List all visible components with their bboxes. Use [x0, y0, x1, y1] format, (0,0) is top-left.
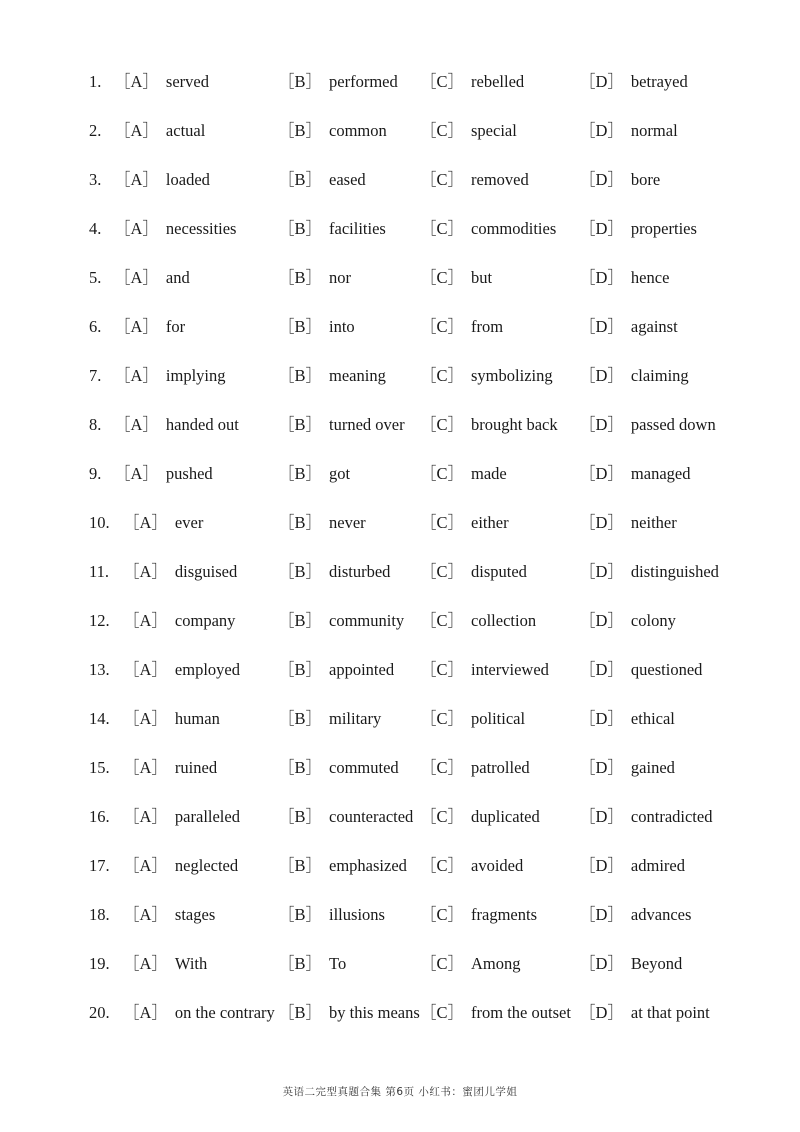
option-letter: ［B］	[278, 807, 323, 826]
option-a	[123, 606, 235, 636]
option-d	[579, 410, 716, 440]
question-number: 9.	[89, 464, 102, 483]
option-text: ethical	[630, 709, 675, 728]
question-number: 12.	[89, 611, 110, 630]
option-letter: ［C］	[420, 121, 465, 140]
question-row	[0, 704, 800, 734]
option-d	[579, 753, 675, 783]
option-a	[114, 67, 209, 97]
option-text: turned over	[329, 415, 405, 434]
option-c	[420, 361, 553, 391]
option-text: commuted	[329, 758, 399, 777]
option-c	[420, 165, 529, 195]
option-letter: ［C］	[420, 170, 465, 189]
question-row	[0, 900, 800, 930]
option-d	[579, 606, 676, 636]
option-letter: ［A］	[123, 758, 168, 777]
option-text: duplicated	[471, 807, 540, 826]
option-letter: ［D］	[579, 1003, 624, 1022]
option-letter: ［C］	[420, 415, 465, 434]
question-row	[0, 508, 800, 538]
option-d	[579, 508, 677, 538]
option-text: neglected	[174, 856, 239, 875]
option-text: With	[174, 954, 208, 973]
question-row	[0, 606, 800, 636]
question-row	[0, 459, 800, 489]
option-b	[278, 851, 407, 881]
option-c	[420, 998, 571, 1028]
option-text: loaded	[165, 170, 210, 189]
option-letter: ［D］	[579, 709, 624, 728]
option-text: rebelled	[471, 72, 525, 91]
option-c	[420, 851, 523, 881]
question-row	[0, 655, 800, 685]
option-d	[579, 67, 688, 97]
option-d	[579, 949, 682, 979]
option-text: stages	[174, 905, 216, 924]
option-letter: ［A］	[114, 317, 159, 336]
option-d	[579, 263, 669, 293]
option-letter: ［D］	[579, 562, 624, 581]
option-letter: ［C］	[420, 954, 465, 973]
option-letter: ［A］	[123, 954, 168, 973]
option-letter: ［B］	[278, 660, 323, 679]
option-letter: ［D］	[579, 170, 624, 189]
option-text: disguised	[174, 562, 238, 581]
option-text: managed	[630, 464, 691, 483]
option-text: at that point	[630, 1003, 710, 1022]
option-c	[420, 704, 525, 734]
option-c	[420, 753, 530, 783]
option-b	[278, 410, 405, 440]
option-text: performed	[329, 72, 398, 91]
question-row	[0, 557, 800, 587]
option-letter: ［D］	[579, 464, 624, 483]
question-number: 11.	[89, 562, 110, 581]
option-c	[420, 949, 521, 979]
option-text: paralleled	[174, 807, 240, 826]
option-a	[114, 459, 213, 489]
option-c	[420, 606, 536, 636]
question-number: 10.	[89, 513, 110, 532]
option-text: appointed	[329, 660, 395, 679]
option-d	[579, 851, 685, 881]
question-row	[0, 361, 800, 391]
option-letter: ［C］	[420, 317, 465, 336]
option-a	[123, 802, 240, 832]
option-text: common	[329, 121, 387, 140]
option-text: either	[471, 513, 509, 532]
option-letter: ［D］	[579, 611, 624, 630]
page-footer: 英语二完型真题合集 第6页 小红书：蜜团儿学姐	[282, 1086, 518, 1098]
option-text: meaning	[329, 366, 386, 385]
option-b	[278, 67, 398, 97]
option-a	[114, 410, 239, 440]
option-d	[579, 116, 678, 146]
option-letter: ［A］	[123, 709, 168, 728]
option-letter: ［C］	[420, 268, 465, 287]
question-number: 6.	[89, 317, 102, 336]
option-a	[123, 704, 220, 734]
option-letter: ［B］	[278, 121, 323, 140]
option-letter: ［A］	[114, 219, 159, 238]
option-text: removed	[471, 170, 529, 189]
option-letter: ［D］	[579, 660, 624, 679]
option-c	[420, 214, 556, 244]
option-text: never	[329, 513, 366, 532]
option-letter: ［D］	[579, 366, 624, 385]
question-number: 14.	[89, 709, 110, 728]
option-text: gained	[630, 758, 675, 777]
option-text: and	[165, 268, 190, 287]
option-letter: ［B］	[278, 72, 323, 91]
option-c	[420, 655, 549, 685]
option-a	[123, 851, 238, 881]
option-text: community	[329, 611, 405, 630]
option-text: commodities	[471, 219, 557, 238]
option-b	[278, 361, 386, 391]
option-letter: ［D］	[579, 905, 624, 924]
option-text: questioned	[630, 660, 703, 679]
option-a	[123, 557, 237, 587]
option-text: necessities	[165, 219, 237, 238]
option-d	[579, 214, 697, 244]
option-text: from the outset	[471, 1003, 571, 1022]
option-a	[114, 214, 236, 244]
option-text: disputed	[471, 562, 527, 581]
option-b	[278, 459, 350, 489]
question-row	[0, 753, 800, 783]
option-letter: ［B］	[278, 317, 323, 336]
option-text: implying	[165, 366, 226, 385]
question-row	[0, 410, 800, 440]
option-b	[278, 753, 399, 783]
option-text: interviewed	[471, 660, 549, 679]
option-letter: ［B］	[278, 709, 323, 728]
option-c	[420, 508, 509, 538]
option-letter: ［B］	[278, 170, 323, 189]
option-letter: ［C］	[420, 856, 465, 875]
question-number: 13.	[89, 660, 110, 679]
option-letter: ［A］	[123, 856, 168, 875]
option-b	[278, 998, 420, 1028]
option-text: illusions	[329, 905, 385, 924]
option-text: political	[471, 709, 526, 728]
option-letter: ［A］	[114, 415, 159, 434]
option-letter: ［C］	[420, 709, 465, 728]
option-b	[278, 165, 366, 195]
question-row	[0, 312, 800, 342]
question-number: 1.	[89, 72, 102, 91]
option-c	[420, 263, 492, 293]
option-text: made	[471, 464, 507, 483]
option-letter: ［D］	[579, 415, 624, 434]
question-number: 5.	[89, 268, 102, 287]
option-a	[123, 655, 240, 685]
option-text: betrayed	[630, 72, 688, 91]
option-letter: ［A］	[114, 268, 159, 287]
option-b	[278, 312, 355, 342]
option-letter: ［A］	[123, 513, 168, 532]
option-a	[114, 263, 190, 293]
option-letter: ［C］	[420, 219, 465, 238]
option-text: neither	[630, 513, 677, 532]
option-letter: ［B］	[278, 513, 323, 532]
question-row	[0, 802, 800, 832]
option-letter: ［B］	[278, 1003, 323, 1022]
option-letter: ［D］	[579, 219, 624, 238]
option-b	[278, 802, 413, 832]
question-row	[0, 165, 800, 195]
option-letter: ［D］	[579, 807, 624, 826]
option-c	[420, 312, 503, 342]
question-number: 3.	[89, 170, 102, 189]
question-number: 2.	[89, 121, 102, 140]
option-text: from	[471, 317, 504, 336]
option-text: human	[174, 709, 220, 728]
option-text: employed	[174, 660, 240, 679]
option-a	[123, 998, 275, 1028]
option-letter: ［B］	[278, 366, 323, 385]
option-d	[579, 459, 690, 489]
question-row	[0, 116, 800, 146]
option-text: To	[329, 954, 347, 973]
question-number: 17.	[89, 856, 110, 875]
option-text: hence	[630, 268, 670, 287]
option-a	[114, 116, 205, 146]
option-letter: ［B］	[278, 415, 323, 434]
option-d	[579, 655, 702, 685]
option-a	[123, 900, 215, 930]
option-b	[278, 606, 404, 636]
question-row	[0, 949, 800, 979]
option-letter: ［A］	[123, 1003, 168, 1022]
option-letter: ［A］	[114, 366, 159, 385]
option-a	[123, 753, 217, 783]
question-number: 19.	[89, 954, 110, 973]
option-text: actual	[165, 121, 206, 140]
option-letter: ［A］	[123, 905, 168, 924]
option-letter: ［C］	[420, 72, 465, 91]
option-d	[579, 165, 660, 195]
option-c	[420, 900, 537, 930]
option-c	[420, 557, 527, 587]
option-letter: ［A］	[114, 121, 159, 140]
option-text: facilities	[329, 219, 386, 238]
option-text: avoided	[471, 856, 524, 875]
option-letter: ［B］	[278, 954, 323, 973]
option-letter: ［A］	[123, 562, 168, 581]
option-text: nor	[329, 268, 352, 287]
option-text: against	[630, 317, 678, 336]
option-letter: ［C］	[420, 1003, 465, 1022]
option-letter: ［B］	[278, 219, 323, 238]
option-letter: ［C］	[420, 464, 465, 483]
option-text: ever	[174, 513, 204, 532]
option-a	[114, 312, 185, 342]
option-text: Among	[471, 954, 521, 973]
option-d	[579, 312, 678, 342]
question-row	[0, 851, 800, 881]
option-letter: ［B］	[278, 856, 323, 875]
option-d	[579, 900, 691, 930]
question-row	[0, 998, 800, 1028]
option-b	[278, 704, 381, 734]
option-text: got	[329, 464, 351, 483]
option-text: into	[329, 317, 355, 336]
option-text: special	[471, 121, 517, 140]
option-text: eased	[329, 170, 366, 189]
option-c	[420, 802, 540, 832]
option-a	[114, 361, 226, 391]
option-d	[579, 704, 675, 734]
option-text: fragments	[471, 905, 537, 924]
option-d	[579, 802, 712, 832]
option-b	[278, 655, 394, 685]
question-number: 16.	[89, 807, 110, 826]
option-letter: ［D］	[579, 317, 624, 336]
option-c	[420, 67, 524, 97]
option-letter: ［C］	[420, 660, 465, 679]
option-letter: ［A］	[123, 611, 168, 630]
option-letter: ［D］	[579, 513, 624, 532]
question-row	[0, 214, 800, 244]
option-letter: ［A］	[114, 170, 159, 189]
option-b	[278, 508, 366, 538]
option-text: counteracted	[329, 807, 414, 826]
option-text: disturbed	[329, 562, 391, 581]
option-text: by this means	[329, 1003, 420, 1022]
option-letter: ［B］	[278, 611, 323, 630]
option-text: claiming	[630, 366, 689, 385]
question-row	[0, 263, 800, 293]
option-c	[420, 459, 507, 489]
option-text: brought back	[471, 415, 558, 434]
option-text: but	[471, 268, 493, 287]
option-text: normal	[630, 121, 678, 140]
option-c	[420, 116, 517, 146]
option-letter: ［C］	[420, 758, 465, 777]
option-b	[278, 214, 386, 244]
option-text: company	[174, 611, 236, 630]
option-letter: ［A］	[123, 660, 168, 679]
option-text: admired	[630, 856, 685, 875]
question-number: 18.	[89, 905, 110, 924]
option-d	[579, 361, 689, 391]
option-a	[123, 508, 203, 538]
option-text: ruined	[174, 758, 218, 777]
option-text: emphasized	[329, 856, 407, 875]
option-letter: ［A］	[123, 807, 168, 826]
option-text: served	[165, 72, 209, 91]
option-letter: ［A］	[114, 72, 159, 91]
option-letter: ［C］	[420, 562, 465, 581]
question-number: 20.	[89, 1003, 110, 1022]
option-text: on the contrary	[174, 1003, 275, 1022]
option-text: for	[165, 317, 186, 336]
option-letter: ［B］	[278, 758, 323, 777]
option-text: passed down	[630, 415, 716, 434]
option-d	[579, 557, 719, 587]
option-b	[278, 263, 351, 293]
option-letter: ［D］	[579, 268, 624, 287]
question-number: 7.	[89, 366, 102, 385]
option-text: military	[329, 709, 382, 728]
option-text: colony	[630, 611, 676, 630]
option-letter: ［C］	[420, 366, 465, 385]
option-text: bore	[630, 170, 661, 189]
option-letter: ［A］	[114, 464, 159, 483]
option-letter: ［D］	[579, 72, 624, 91]
option-letter: ［D］	[579, 121, 624, 140]
option-b	[278, 557, 390, 587]
option-text: properties	[630, 219, 697, 238]
question-number: 8.	[89, 415, 102, 434]
option-letter: ［B］	[278, 268, 323, 287]
option-a	[123, 949, 207, 979]
option-a	[114, 165, 210, 195]
option-letter: ［C］	[420, 905, 465, 924]
question-number: 15.	[89, 758, 110, 777]
option-text: patrolled	[471, 758, 530, 777]
option-letter: ［C］	[420, 611, 465, 630]
option-text: handed out	[165, 415, 239, 434]
option-c	[420, 410, 558, 440]
option-letter: ［B］	[278, 562, 323, 581]
option-d	[579, 998, 710, 1028]
option-text: symbolizing	[471, 366, 553, 385]
option-text: contradicted	[630, 807, 713, 826]
option-letter: ［D］	[579, 856, 624, 875]
option-b	[278, 900, 385, 930]
option-text: distinguished	[630, 562, 719, 581]
option-letter: ［D］	[579, 758, 624, 777]
option-letter: ［B］	[278, 905, 323, 924]
question-row	[0, 67, 800, 97]
option-text: collection	[471, 611, 537, 630]
question-number: 4.	[89, 219, 102, 238]
option-text: pushed	[165, 464, 213, 483]
option-letter: ［B］	[278, 464, 323, 483]
option-b	[278, 949, 346, 979]
option-text: advances	[630, 905, 692, 924]
option-b	[278, 116, 387, 146]
option-letter: ［D］	[579, 954, 624, 973]
option-text: Beyond	[630, 954, 683, 973]
option-letter: ［C］	[420, 513, 465, 532]
option-letter: ［C］	[420, 807, 465, 826]
